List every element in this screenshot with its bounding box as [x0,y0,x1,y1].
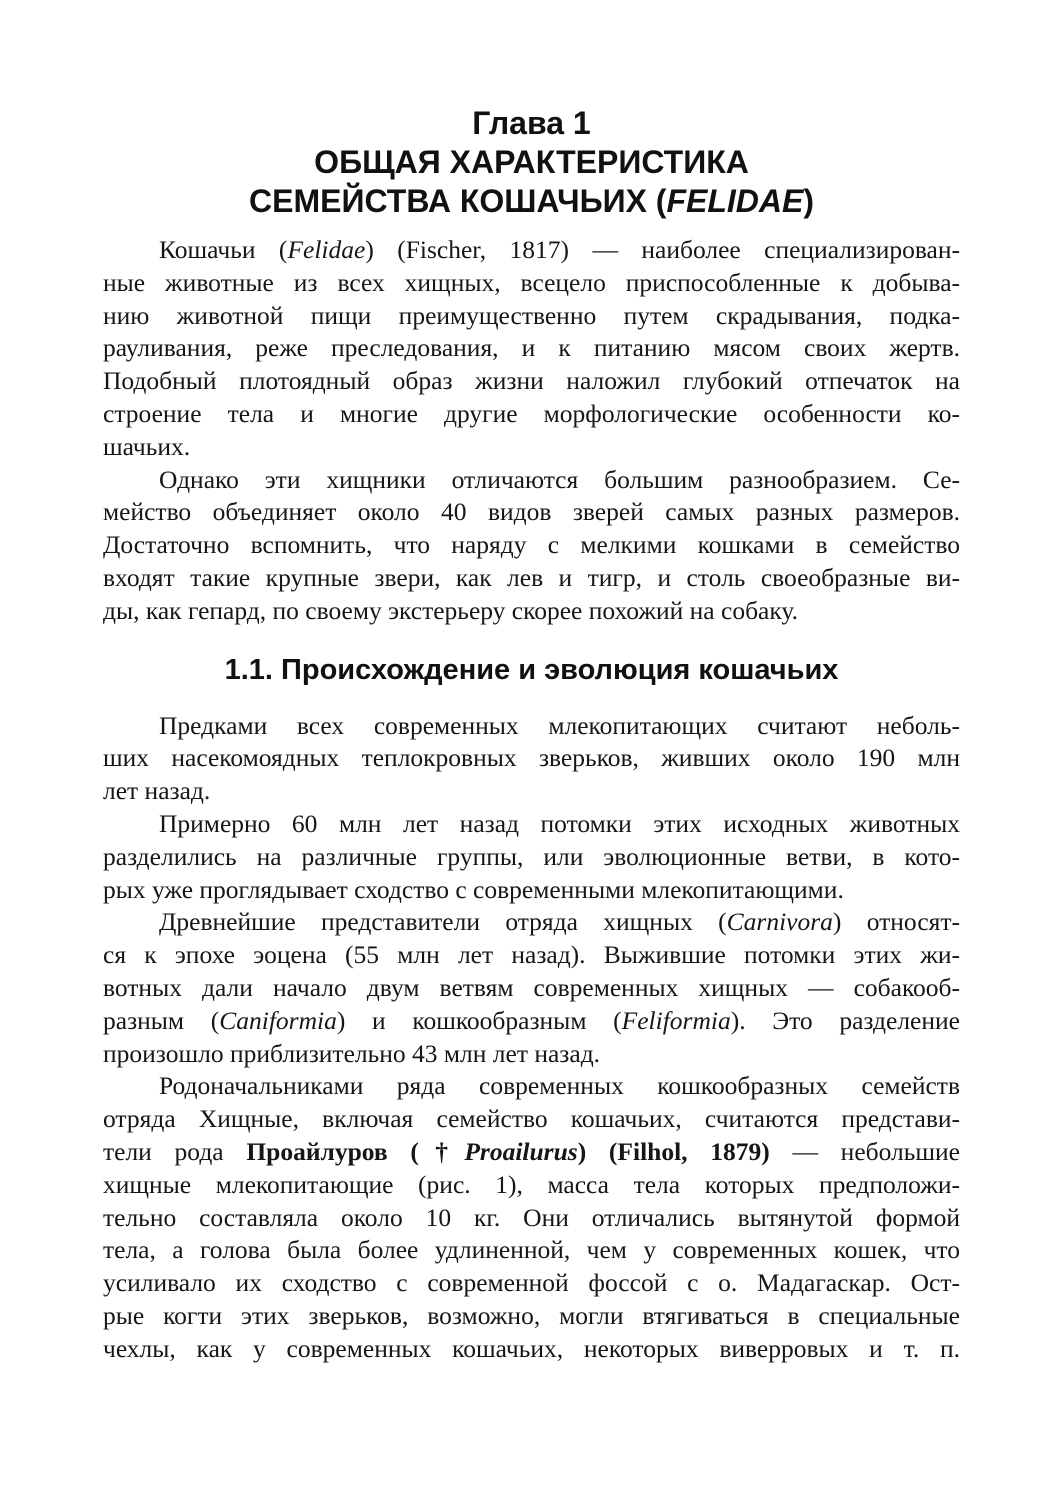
chapter-heading [103,104,960,221]
section-body [103,710,960,1366]
paragraph: Древнейшие представители отряда хищных (Carnivora) относят- ся к эпохе эоцена (55 млн лет назад). Выжившие потомки этих жи- вотных дали начало двум ветвям современных хищных — собакооб- разным (Caniformia) и кошкообразным (Feliformia). Это разделение произошло приблизительно 43 млн лет назад. [103,907,961,1068]
paragraph: Примерно 60 млн лет назад потомки этих исходных животных разделились на различные группы, или эволюционные ветви, в кото- рых уже проглядывает сходство с современными млекопитающими. [103,808,960,904]
paragraph: Предками всех современных млекопитающих считают неболь- ших насекомоядных теплокровных зверьков, живших около 190 млн лет назад. [103,710,960,806]
chapter-title-latin: FELIDAE [666,183,804,219]
paragraph: Родоначальниками ряда современных кошкообразных семейств отряда Хищные, включая семейство кошачьих, считаются представи- тели рода Проайлуров (†Proailurus) (Filhol, 1879) — небольшие хищные млекопитающие (рис. 1), масса тела которых предположи- тельно составляла около 10 кг. Они отличались вытянутой формой тела, а голова была более удлиненной, чем у современных кошек, что усиливало их сходство с современной фоссой с о. Мадагаскар. Ост- рые когти этих зверьков, возможно, могли втягиваться в специальные чехлы, как у современных кошачьих, некоторых виверровых и т. п. [103,1071,960,1363]
chapter-title-line1: ОБЩАЯ ХАРАКТЕРИСТИКА [314,144,749,180]
paragraph: Однако эти хищники отличаются большим разнообразием. Се- мейство объединяет около 40 видов зверей самых разных размеров. Достаточно вспомнить, что наряду с мелкими кошками в семейство входят такие крупные звери, как лев и тигр, и столь своеобразные ви- ды, как гепард, по своему экстерьеру скорее похожий на собаку. [103,464,960,625]
chapter-intro [103,234,960,628]
paragraph: Кошачьи (Felidae) (Fischer, 1817) — наиболее специализирован- ные животные из всех хищных, всецело приспособленные к добыва- нию животной пищи преимущественно путем скрадывания, подка- рауливания, реже преследования, и к питанию мясом своих жертв. Подобный плотоядный образ жизни наложил глубокий отпечаток на строение тела и многие другие морфологические особенности ко- шачьих. [103,235,960,461]
chapter-number: Глава 1 [472,105,591,141]
book-page [103,104,960,1366]
section-heading: 1.1. Происхождение и эволюция кошачьих [224,653,839,686]
genus-name: Проайлуров (†Proailurus) (Filhol, 1879) [246,1136,770,1166]
chapter-title-line2: СЕМЕЙСТВА КОШАЧЬИХ (FELIDAE) [249,183,814,219]
